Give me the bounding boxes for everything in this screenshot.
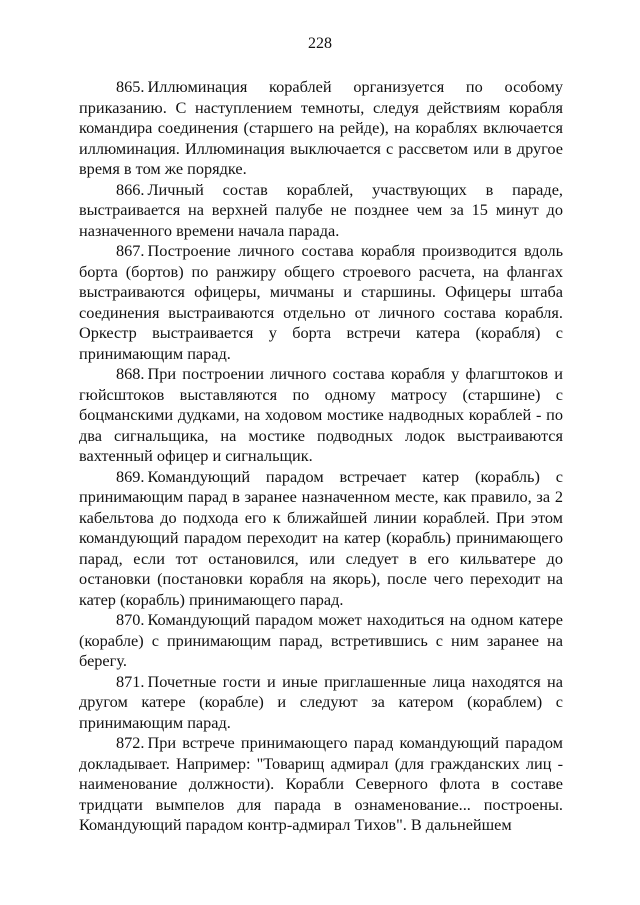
paragraph-869	[79, 467, 563, 611]
page-number: 228	[308, 35, 332, 52]
paragraph-number: 868.	[116, 364, 145, 383]
paragraph-text: Иллюминация кораблей организуется по особому приказанию. С наступлением темноты, следуя действиям корабля командира соединения (старшего на рейде), на кораблях включается иллюминация. Иллюминация выключается с рассветом или в другое время в том же порядке.	[79, 77, 563, 178]
paragraph-865	[79, 77, 563, 180]
paragraph-870	[79, 610, 563, 672]
paragraph-866	[79, 180, 563, 242]
paragraph-text: При построении личного состава корабля у флагштоков и гюйсштоков выставляются по одному матросу (старшине) с боцманскими дудками, на ходовом мостике надводных кораблей - по два сигнальщика, на мостике подводных лодок выстраиваются вахтенный офицер и сигнальщик.	[79, 364, 563, 465]
paragraph-number: 865.	[116, 77, 145, 96]
paragraph-number: 866.	[116, 179, 145, 199]
paragraph-867	[79, 241, 563, 364]
paragraph-number: 867.	[116, 241, 145, 260]
paragraph-number: 872.	[116, 733, 145, 752]
paragraph-text: Почетные гости и иные приглашенные лица находятся на другом катере (корабле) и следуют за катером (кораблем) с принимающим парад.	[79, 671, 563, 732]
paragraph-text: Личный состав кораблей, участвующих в параде, выстраивается на верхней палубе не позднее чем за 15 минут до назначенного времени начала парада.	[79, 179, 563, 240]
paragraph-number: 871.	[116, 671, 145, 691]
paragraph-text: Командующий парадом встречает катер (корабль) с принимающим парад в заранее назначенном месте, как правило, за 2 кабельтова до подхода его к ближайшей линии кораблей. При этом командующий парадом переходит на катер (корабль) принимающего парад, если тот остановился, или следует в его кильватере до остановки (постановки корабля на якорь), после чего переходит на катер (корабль) принимающего парад.	[79, 466, 563, 609]
paragraph-text: При встрече принимающего парад командующий парадом докладывает. Например: "Товарищ адмирал (для гражданских лиц - наименование должности). Корабли Северного флота в составе тридцати вымпелов для парада в ознаменование... построены. Командующий парадом контр-адмирал Тихов". В дальнейшем	[79, 733, 563, 834]
paragraph-text: Командующий парадом может находиться на одном катере (корабле) с принимающим парад, встретившись с ним заранее на берегу.	[79, 610, 563, 670]
paragraph-868	[79, 364, 563, 467]
document-body	[79, 77, 563, 836]
paragraph-871	[79, 672, 563, 734]
paragraph-text: Построение личного состава корабля производится вдоль борта (бортов) по ранжиру общего строевого расчета, на флангах выстраиваются офицеры, мичманы и старшины. Офицеры штаба соединения выстраиваются отдельно от личного состава корабля. Оркестр выстраивается у борта встречи катера (корабля) с принимающим парад.	[79, 241, 563, 363]
paragraph-number: 869.	[116, 466, 145, 486]
paragraph-872	[79, 733, 563, 836]
paragraph-number: 870.	[116, 610, 145, 629]
